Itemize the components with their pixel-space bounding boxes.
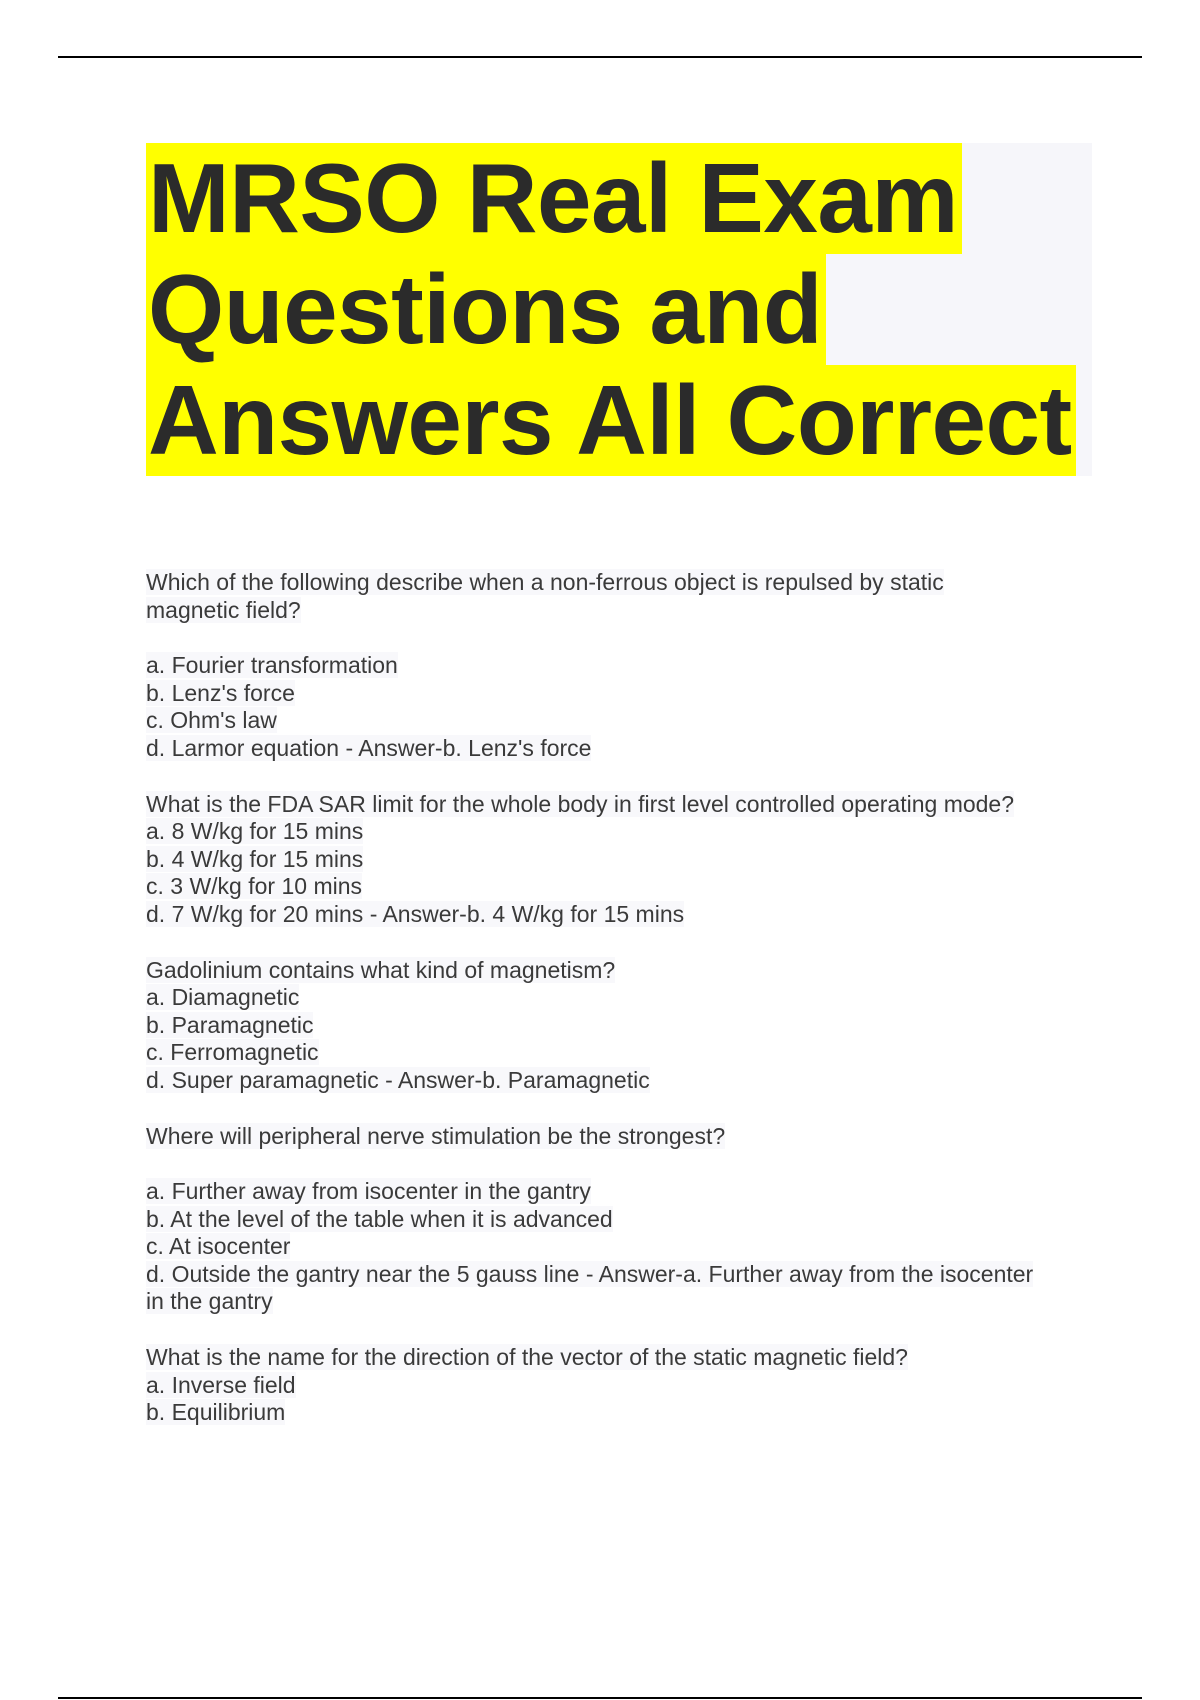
answer-option xyxy=(146,873,1096,901)
title-block xyxy=(146,143,1092,476)
title-line: Questions and xyxy=(146,254,826,365)
question-stem-text: What is the FDA SAR limit for the whole body in first level controlled operating mode? xyxy=(146,790,1015,817)
spacer xyxy=(146,1150,1096,1178)
answer-option-text: c. At isocenter xyxy=(146,1233,291,1260)
document-title xyxy=(146,143,1092,476)
answer-option-text: b. Paramagnetic xyxy=(146,1011,314,1038)
answer-option-text: a. Further away from isocenter in the gantry xyxy=(146,1178,591,1205)
answer-option xyxy=(146,1178,1096,1206)
answer-option xyxy=(146,1206,1096,1234)
answer-option-text: a. Diamagnetic xyxy=(146,984,300,1011)
answer-option xyxy=(146,680,1096,708)
title-line: MRSO Real Exam xyxy=(146,143,962,254)
answer-option-text: b. Lenz's force xyxy=(146,679,295,706)
answer-option-text: b. At the level of the table when it is advanced xyxy=(146,1205,613,1232)
answer-option xyxy=(146,818,1096,846)
question-stem-text: Gadolinium contains what kind of magnetism? xyxy=(146,956,616,983)
question-block xyxy=(146,791,1096,929)
question-stem xyxy=(146,597,1096,625)
answer-option-text: d. 7 W/kg for 20 mins - Answer-b. 4 W/kg for 15 mins xyxy=(146,900,685,927)
question-stem-text: Which of the following describe when a non-ferrous object is repulsed by static xyxy=(146,569,944,595)
answer-option xyxy=(146,1067,1096,1095)
answer-option-text: d. Super paramagnetic - Answer-b. Paramagnetic xyxy=(146,1066,650,1093)
question-block xyxy=(146,957,1096,1095)
answer-option-text: a. Inverse field xyxy=(146,1371,296,1398)
question-block xyxy=(146,1344,1096,1427)
question-block xyxy=(146,1123,1096,1317)
answer-option-text: c. Ohm's law xyxy=(146,707,277,734)
answer-option xyxy=(146,901,1096,929)
bottom-rule xyxy=(58,1697,1142,1699)
answer-option xyxy=(146,846,1096,874)
answer-option-text: d. Larmor equation - Answer-b. Lenz's force xyxy=(146,734,592,761)
question-stem xyxy=(146,791,1096,819)
top-rule xyxy=(58,56,1142,58)
answer-option-text: d. Outside the gantry near the 5 gauss line - Answer-a. Further away from the isocenter xyxy=(146,1260,1034,1287)
answer-option xyxy=(146,1039,1096,1067)
spacer xyxy=(146,624,1096,652)
question-stem-text: magnetic field? xyxy=(146,596,301,623)
answer-option xyxy=(146,735,1096,763)
answer-option-text: c. 3 W/kg for 10 mins xyxy=(146,873,363,900)
answer-option-text: b. Equilibrium xyxy=(146,1399,286,1426)
title-line: Answers All Correct xyxy=(146,365,1076,476)
question-stem xyxy=(146,1123,1096,1151)
question-stem xyxy=(146,569,1096,597)
answer-option-text: a. Fourier transformation xyxy=(146,652,398,679)
answer-option xyxy=(146,1261,1096,1289)
question-block xyxy=(146,569,1096,763)
answer-option xyxy=(146,984,1096,1012)
question-stem xyxy=(146,957,1096,985)
answer-option xyxy=(146,1372,1096,1400)
answer-option-text: b. 4 W/kg for 15 mins xyxy=(146,845,364,872)
questions-list xyxy=(146,569,1096,1455)
answer-option-text: in the gantry xyxy=(146,1288,273,1315)
answer-option xyxy=(146,707,1096,735)
answer-option xyxy=(146,652,1096,680)
question-stem xyxy=(146,1344,1096,1372)
answer-option xyxy=(146,1399,1096,1427)
answer-option xyxy=(146,1233,1096,1261)
question-stem-text: What is the name for the direction of the vector of the static magnetic field? xyxy=(146,1344,908,1371)
answer-option xyxy=(146,1288,1096,1316)
question-stem-text: Where will peripheral nerve stimulation be the strongest? xyxy=(146,1122,726,1149)
answer-option-text: a. 8 W/kg for 15 mins xyxy=(146,818,364,845)
answer-option xyxy=(146,1012,1096,1040)
answer-option-text: c. Ferromagnetic xyxy=(146,1039,319,1066)
